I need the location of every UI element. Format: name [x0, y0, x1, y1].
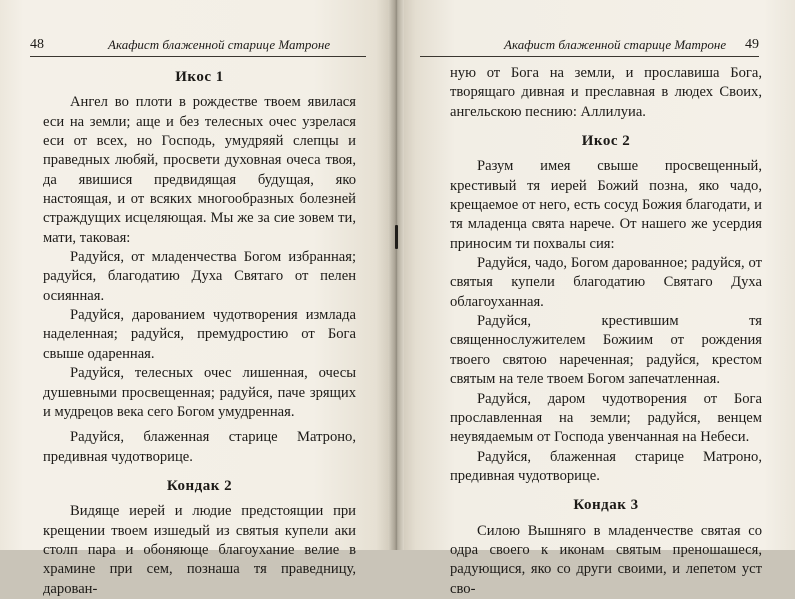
ikos-2-paragraph: Разум имея свыше просвещенный, крестивый тя иерей Божий позна, яко чадо, крещаемое от него, есть сосуд Божия благодати, и тя младенца свята нарече. От нашего же усердия приносим ти похвалы сия: — [450, 158, 762, 252]
ikos-1-paragraph: Радуйся, телесных очес лишенная, очесы душевными просвещенная; радуйся, паче зрящих и мудрецов века сего Богом умудренная. — [43, 365, 356, 420]
left-running-header — [30, 36, 366, 54]
ikos-1-refrain: Радуйся, блаженная старице Матроно, предивная чудотворице. — [43, 429, 356, 465]
ikos-2-refrain: Радуйся, блаженная старице Матроно, предивная чудотворице. — [450, 448, 762, 484]
left-page-text — [43, 64, 356, 599]
right-running-header — [420, 36, 759, 54]
ikos-2-heading: Икос 2 — [581, 133, 631, 150]
book-gutter — [388, 0, 404, 550]
left-header-rule — [30, 56, 366, 57]
kondak-3-paragraph: Силою Вышняго в младенчестве святая со одра своего к иконам святым преношашеся, радующися, яко со други своими, и лепетом уст сво- — [450, 522, 762, 597]
right-page-text — [450, 64, 762, 599]
ikos-2-paragraph: Радуйся, даром чудотворения от Бога прославленная на земли; радуйся, венцем неувядаемым от Господа увенчанная на Небеси. — [450, 390, 762, 446]
gutter-mark — [395, 225, 398, 249]
kondak-2-heading: Кондак 2 — [166, 477, 233, 494]
left-page-number: 48 — [30, 37, 44, 52]
kondak-2-paragraph: Видяще иерей и людие предстоящии при крещении твоем изшедый из святыя купели аки столп пара и обоняюще благоухание велие в храмине при сем, познаша тя праведницу, дарован- — [43, 503, 356, 597]
right-page — [400, 0, 795, 597]
ikos-2-paragraph: Радуйся, чадо, Богом дарованное; радуйся, от святыя купели благодатию Святаго Духа облагоуханная. — [450, 255, 762, 310]
ikos-2-paragraph: Радуйся, крестившим тя священнослужителем Божиим от рождения твоего святою нареченная; радуйся, крестом святым на теле твоем Богом запечатленная. — [450, 313, 762, 388]
ikos-1-heading: Икос 1 — [175, 69, 224, 85]
kondak-2-continuation: ную от Бога на земли, и прославиша Бога, творящаго дивная и преславная в людех Своих, ангельскою песнию: Аллилуиа. — [450, 65, 762, 120]
right-running-title: Акафист блаженной старице Матроне — [504, 37, 727, 52]
left-page — [0, 0, 392, 597]
right-header-rule — [420, 56, 759, 57]
ikos-1-paragraph: Радуйся, от младенчества Богом избранная; радуйся, благодатию Духа Святаго от пелен осиянная. — [43, 249, 356, 304]
ikos-1-paragraph: Радуйся, дарованием чудотворения измлада наделенная; радуйся, премудростию от Бога свыше одаренная. — [43, 307, 356, 362]
left-running-title: Акафист блаженной старице Матроне — [108, 37, 331, 52]
kondak-3-heading: Кондак 3 — [573, 497, 639, 514]
ikos-1-paragraph: Ангел во плоти в рождестве твоем явилася еси на земли; аще и без телесных очес узрелася еси от всех, но Господь, умудряяй слепцы и праведных любяй, просвети духовная очеса твоя, да явишися предвидящая будущая, яко настоящая, и от всяких многообразных болезней страждущих исцеляющая. Мы же за сие зовем ти, мати, таковая: — [43, 94, 356, 246]
right-page-number: 49 — [745, 37, 759, 52]
